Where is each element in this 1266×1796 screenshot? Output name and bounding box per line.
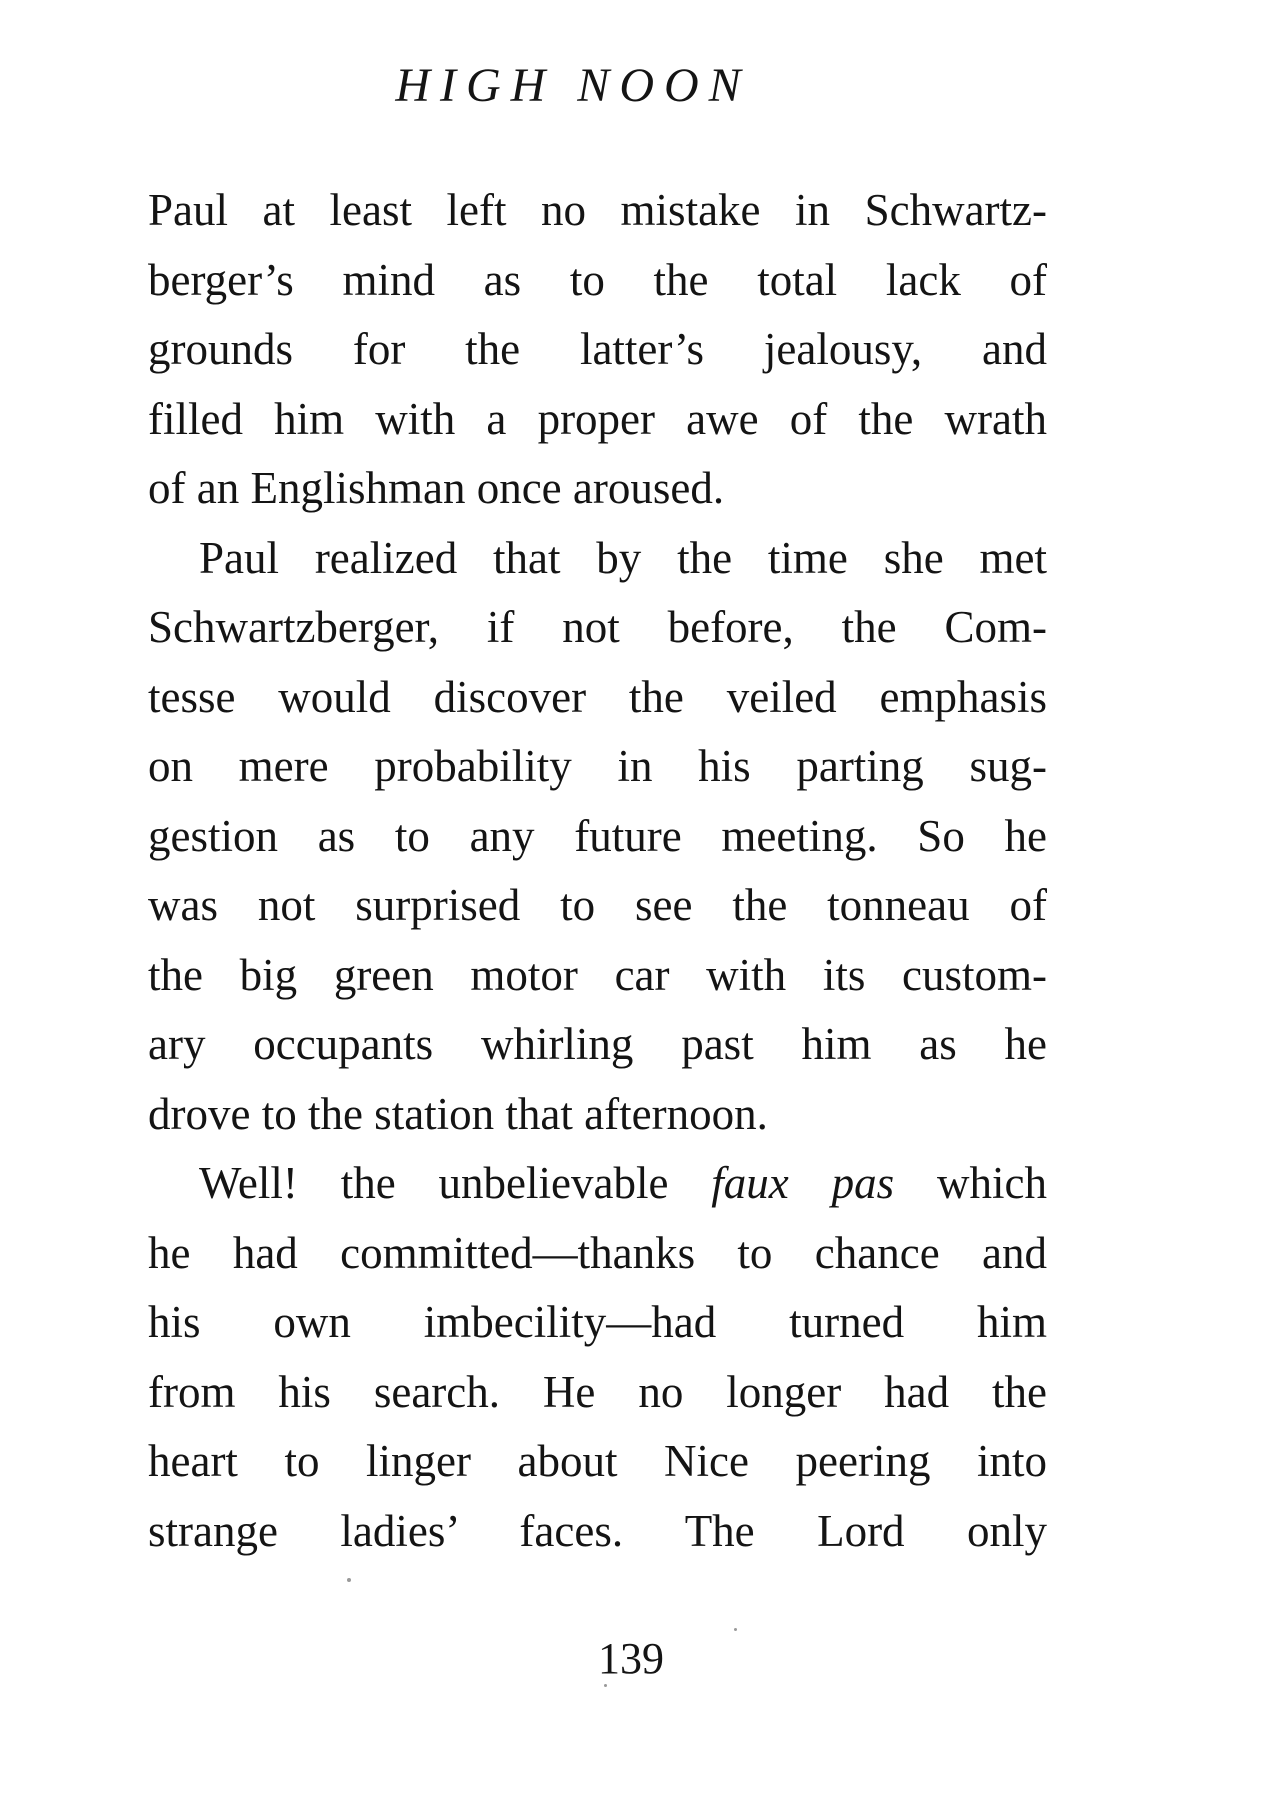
text-line: from his search. He no longer had the: [148, 1366, 1047, 1417]
text-line: he had committed—thanks to chance and: [148, 1227, 1047, 1278]
text-line: Schwartzberger, if not before, the Com-: [148, 602, 1047, 652]
text-line: Paul realized that by the time she met: [199, 532, 1047, 583]
paragraph-2: [148, 524, 1047, 1150]
text-line: Paul at least left no mistake in Schwartz-: [148, 185, 1047, 235]
text-line: on mere probability in his parting sug-: [148, 741, 1047, 791]
text-line: strange ladies’ faces. The Lord only: [148, 1505, 1047, 1556]
ink-speck: [347, 1578, 351, 1582]
ink-speck: [604, 1684, 607, 1687]
paragraph-3: [148, 1149, 1047, 1566]
text-line: filled him with a proper awe of the wrath: [148, 393, 1047, 444]
text-line: gestion as to any future meeting. So he: [148, 810, 1047, 861]
paragraph-1: [148, 176, 1047, 524]
text-line: ary occupants whirling past him as he: [148, 1019, 1047, 1069]
text-line: heart to linger about Nice peering into: [148, 1436, 1047, 1486]
text-line: berger’s mind as to the total lack of: [148, 254, 1047, 305]
text-line: the big green motor car with its custom-: [148, 949, 1047, 1000]
text-line: grounds for the latter’s jealousy, and: [148, 324, 1047, 374]
text-line: tesse would discover the veiled emphasis: [148, 671, 1047, 722]
ink-speck: [734, 1628, 737, 1631]
running-title: HIGH NOON: [395, 59, 751, 112]
text-line: of an Englishman once aroused.: [148, 463, 725, 513]
line-segment-after: which: [894, 1158, 1047, 1208]
line-segment-before: Well! the unbelievable: [199, 1158, 712, 1208]
text-line: was not surprised to see the tonneau of: [148, 880, 1047, 930]
text-line-with-italic: [148, 1149, 1047, 1219]
body-text: [148, 176, 1047, 1566]
text-line: drove to the station that afternoon.: [148, 1088, 768, 1139]
text-line: his own imbecility—had turned him: [148, 1297, 1047, 1347]
italic-phrase: faux pas: [711, 1158, 895, 1208]
page-number: 139: [598, 1634, 664, 1683]
